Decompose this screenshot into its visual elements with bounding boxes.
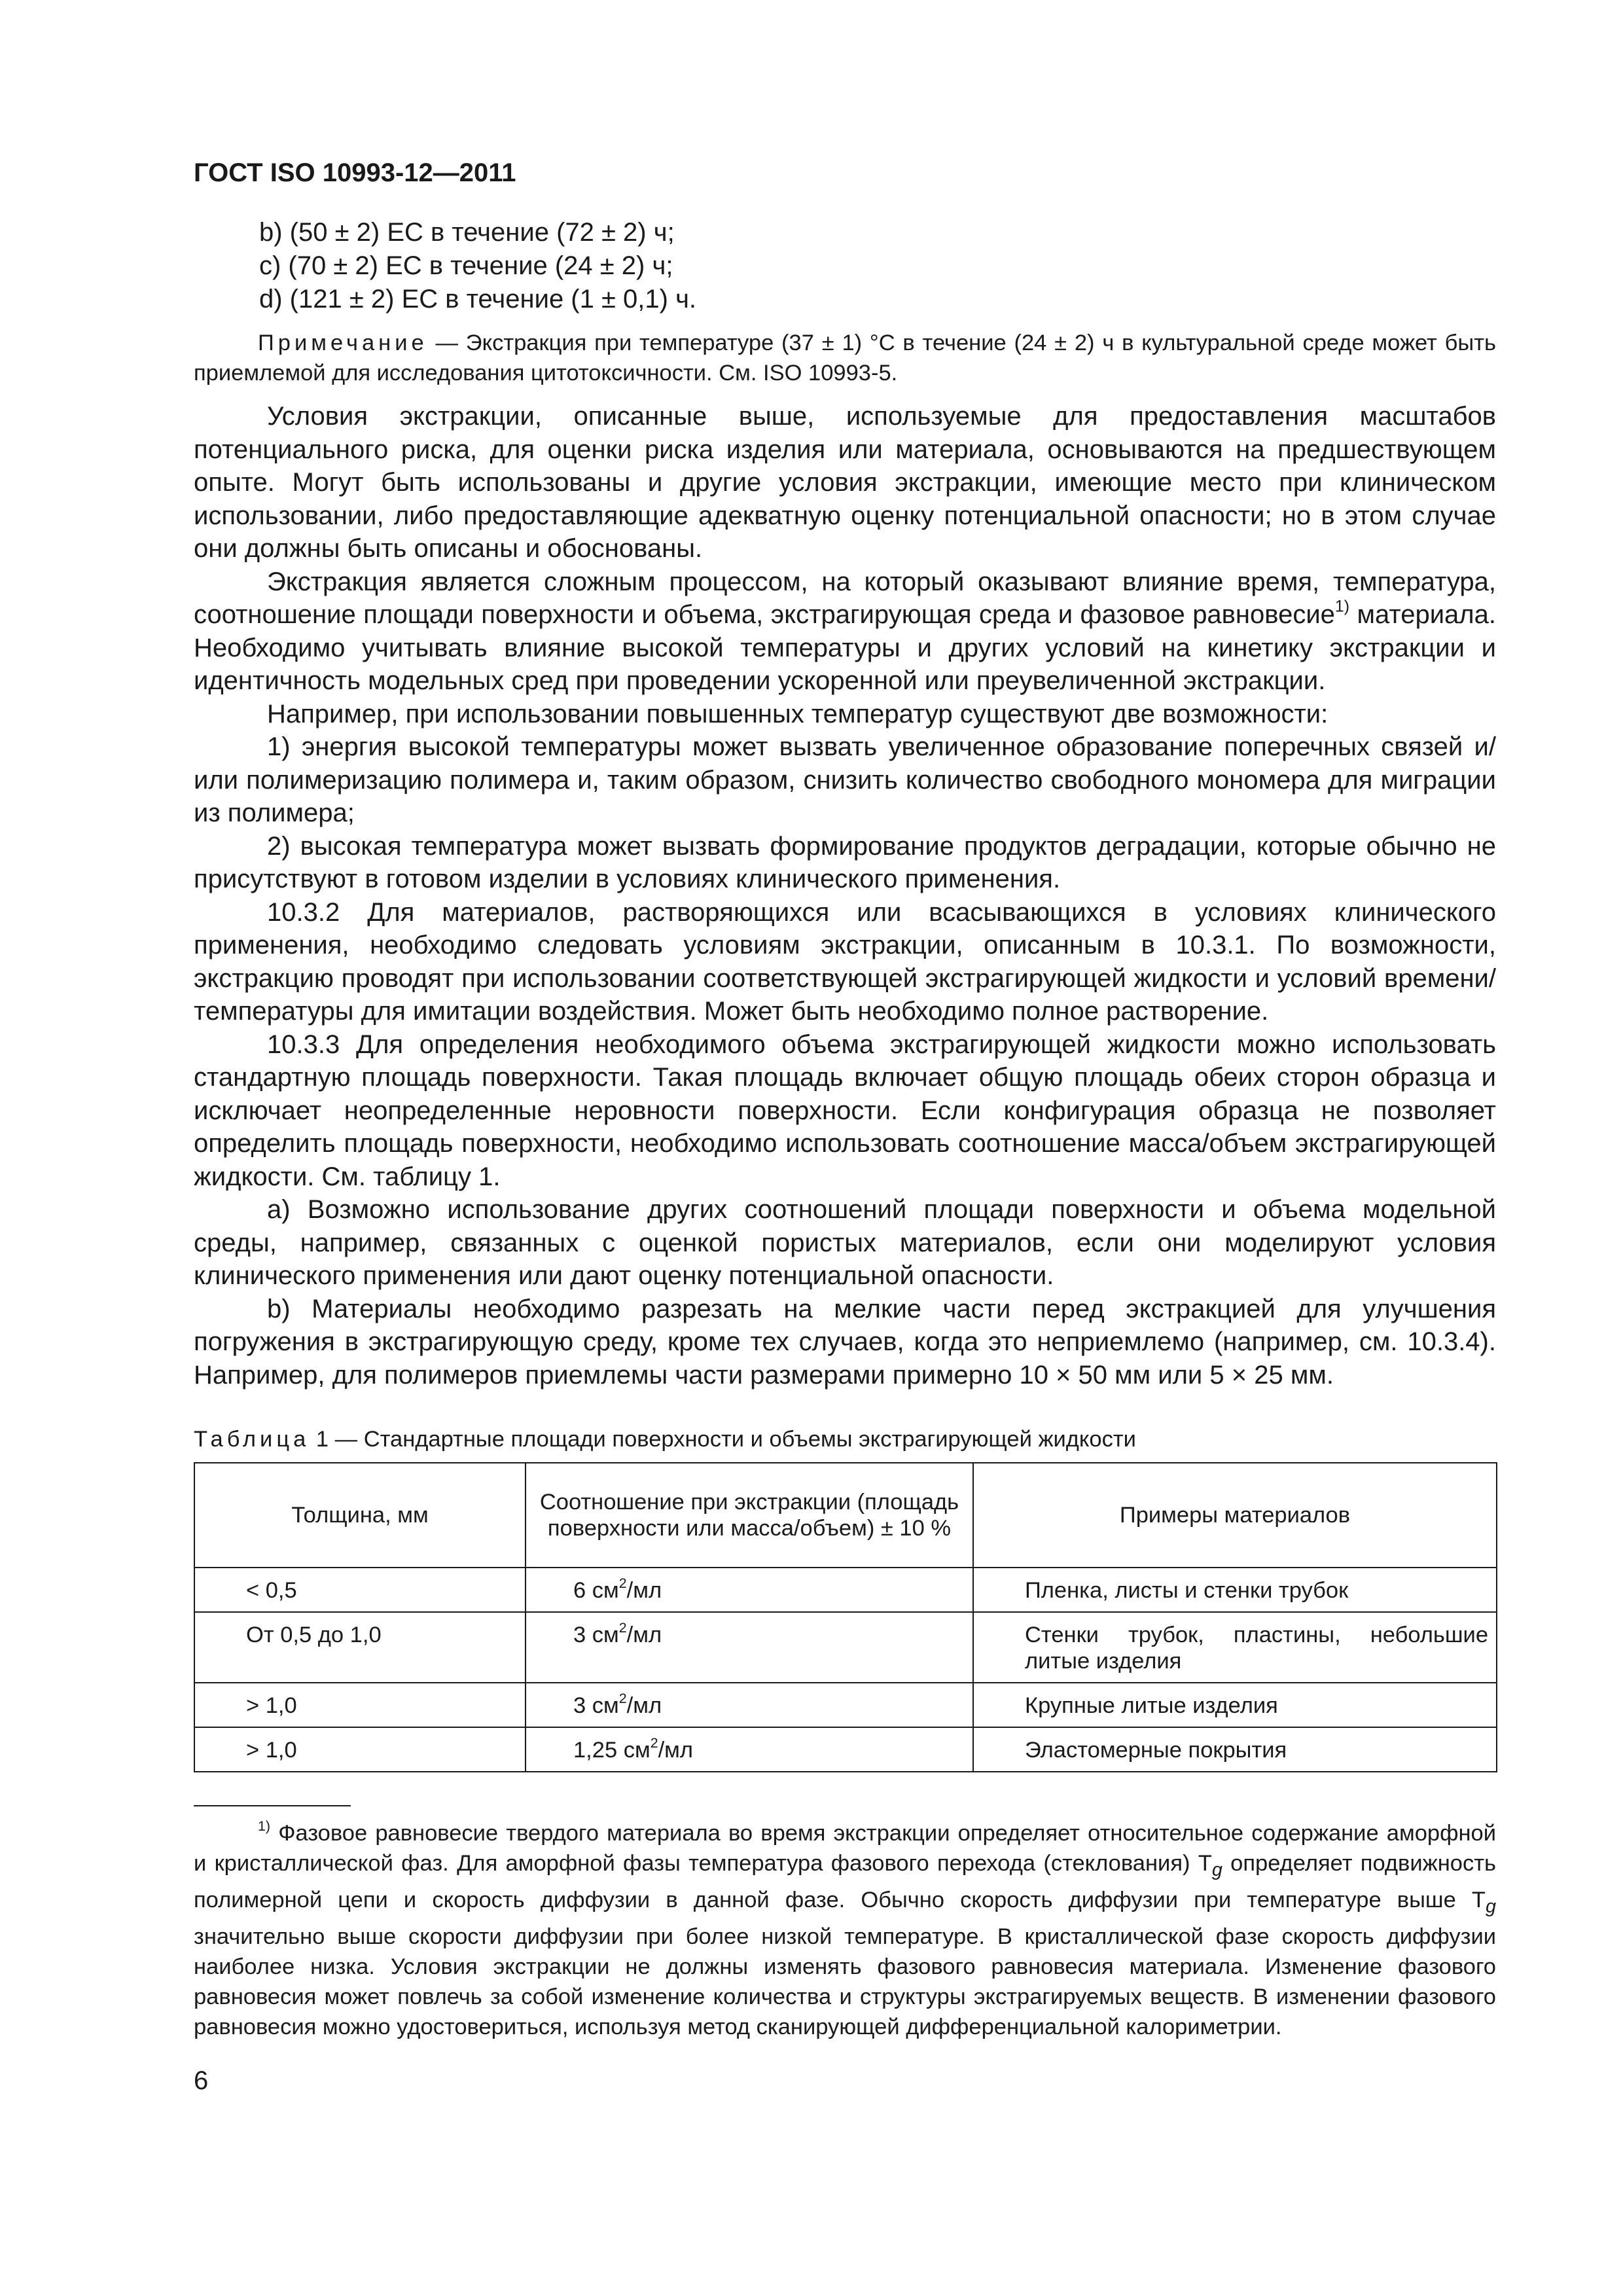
- surface-area-table: [194, 1462, 1497, 1772]
- list-item: c) (70 ± 2) ЕС в течение (24 ± 2) ч;: [259, 251, 673, 280]
- paragraph: 10.3.3 Для определения необходимого объема экстрагирующей жидкости можно использовать стандартную площадь поверхности. Такая площадь включает общую площадь обеих сторон образца и исключает неопределенные неровности поверхности. Если конфигурация образца не позволяет определить площадь поверхности, необходимо использовать соотношение масса/объем экстрагирующей жидкости. См. таблицу 1.: [194, 1030, 1496, 1191]
- table-caption-label: Таблица: [194, 1427, 310, 1452]
- list-item: b) (50 ± 2) ЕС в течение (72 ± 2) ч;: [259, 218, 675, 247]
- cell-examples: Крупные литые изделия: [973, 1683, 1497, 1727]
- table-caption: [194, 1424, 1496, 1454]
- document-header: ГОСТ ISO 10993-12—2011: [194, 158, 516, 187]
- footnote-ref: 1): [1334, 598, 1349, 616]
- paragraph: Условия экстракции, описанные выше, используемые для предоставления масштабов потенциального риска, для оценки риска изделия или материала, основываются на предшествующем опыте. Могут быть использованы и другие условия экстракции, имеющие место при клиническом использовании, либо предоставляющие адекватную оценку потенциальной опасности; но в этом случае они должны быть описаны и обоснованы.: [194, 402, 1496, 563]
- paragraph-text: материала. Необходимо учитывать влияние высокой температуры и других условий на кинетику экстракции и идентичность модельных сред при проведении ускоренной или преувеличенной экстракции.: [194, 600, 1496, 695]
- paragraph: 1) энергия высокой температуры может вызвать увеличенное образование поперечных связей и/или полимеризацию полимера и, таким образом, снизить количество свободного мономера для миграции из полимера;: [194, 732, 1496, 827]
- conditions-list: [194, 216, 1496, 316]
- paragraph-text: Экстракция является сложным процессом, на который оказывают влияние время, температура, соотношение площади поверхности и объема, экстрагирующая среда и фазовое равновесие: [194, 567, 1496, 629]
- note: [194, 328, 1496, 388]
- cell-examples: Пленка, листы и стенки трубок: [973, 1568, 1497, 1612]
- table-caption-text: 1 — Стандартные площади поверхности и объемы экстрагирующей жидкости: [310, 1427, 1136, 1452]
- footnote-mark: 1): [258, 1818, 271, 1835]
- cell-examples: Стенки трубок, пластины, небольшие литые изделия: [973, 1612, 1497, 1683]
- document-page: [194, 154, 1496, 2097]
- paragraph: 10.3.2 Для материалов, растворяющихся или всасывающихся в условиях клинического применения, необходимо следовать условиям экстракции, описанным в 10.3.1. По возможности, экстракцию проводят при использовании соответствующей экстрагирующей жидкости и условий времени/температуры для имитации воздействия. Может быть необходимо полное растворение.: [194, 897, 1496, 1026]
- table-row: [194, 1683, 1497, 1727]
- footnote: $^{1)}$ Фазовое равновесие твердого материала во время экстракции определяет относительное содержание аморфной и кристаллической фаз. Для аморфной фазы температура фазового перехода (стеклования) $T_g$ определяет подвижность полимерной цепи и скорость диффузии в данной фазе. Обычно скорость диффузии при температуре выше $T_g$ значительно выше скорости диффузии при более низкой температуре. В кристаллической фазе скорость диффузии наиболее низка. Условия экстракции не должны изменять фазового равновесия материала. Изменение фазового равновесия может повлечь за собой изменение количества и структуры экстрагируемых веществ. В изменении фазового равновесия можно удостовериться, используя метод сканирующей дифференциальной калориметрии.: [194, 1818, 1496, 2039]
- column-header-ratio: Соотношение при экстракции (площадь поверхности или масса/объем) ± 10 %: [526, 1463, 973, 1568]
- table-row: [194, 1568, 1497, 1612]
- table-row: [194, 1612, 1497, 1683]
- note-label: Примечание: [258, 331, 428, 355]
- cell-ratio: 1,25 $см^2/мл$: [526, 1727, 973, 1772]
- cell-thickness: > 1,0: [194, 1727, 526, 1772]
- table-header-row: [194, 1463, 1497, 1568]
- cell-examples: Эластомерные покрытия: [973, 1727, 1497, 1772]
- cell-thickness: < 0,5: [194, 1568, 526, 1612]
- table-row: [194, 1727, 1497, 1772]
- cell-ratio: 3 $см^2/мл$: [526, 1612, 973, 1683]
- paragraph: Например, при использовании повышенных температур существуют две возможности:: [267, 699, 1329, 728]
- cell-ratio: 3 $см^2/мл$: [526, 1683, 973, 1727]
- paragraph: [194, 565, 1496, 698]
- paragraph: b) Материалы необходимо разрезать на мелкие части перед экстракцией для улучшения погружения в экстрагирующую среду, кроме тех случаев, когда это неприемлемо (например, см. 10.3.4). Например, для полимеров приемлемы части размерами примерно 10 × 50 мм или 5 × 25 мм.: [194, 1294, 1496, 1390]
- paragraph: 2) высокая температура может вызвать формирование продуктов деградации, которые обычно не присутствуют в готовом изделии в условиях клинического применения.: [194, 831, 1496, 893]
- paragraph: а) Возможно использование других соотношений площади поверхности и объема модельной среды, например, связанных с оценкой пористых материалов, если они моделируют условия клинического применения или дают оценку потенциальной опасности.: [194, 1195, 1496, 1290]
- footnote-divider: [194, 1805, 351, 1806]
- cell-thickness: От 0,5 до 1,0: [194, 1612, 526, 1683]
- note-text: — Экстракция при температуре (37 ± 1) °С в течение (24 ± 2) ч в культуральной среде может быть приемлемой для исследования цитотоксичности. См. ISO 10993-5.: [194, 331, 1496, 386]
- column-header-thickness: Толщина, мм: [194, 1463, 526, 1568]
- column-header-examples: Примеры материалов: [973, 1463, 1497, 1568]
- body-text: [194, 400, 1496, 1391]
- cell-ratio: 6 $см^2/мл$: [526, 1568, 973, 1612]
- list-item: d) (121 ± 2) ЕС в течение (1 ± 0,1) ч.: [259, 285, 697, 314]
- cell-thickness: > 1,0: [194, 1683, 526, 1727]
- page-number: 6: [194, 2066, 209, 2095]
